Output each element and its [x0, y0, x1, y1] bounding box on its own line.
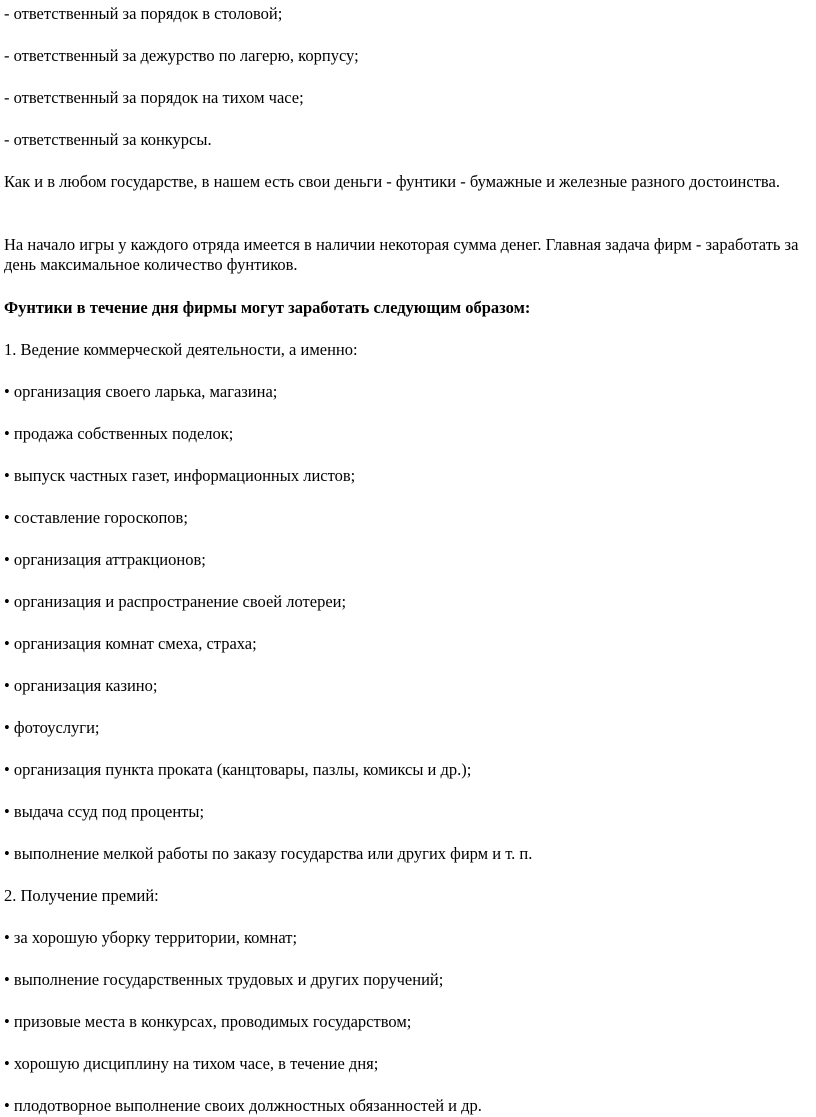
list-item: • продажа собственных поделок;: [4, 424, 234, 443]
role-line-quiet-hour: - ответственный за порядок на тихом часе;: [4, 88, 304, 107]
list-item: • организация и распространение своей лотереи;: [4, 592, 347, 611]
role-line-contests: - ответственный за конкурсы.: [4, 130, 212, 149]
list-item: • организация комнат смеха, страха;: [4, 634, 257, 653]
list-item: • за хорошую уборку территории, комнат;: [4, 928, 298, 947]
list-item: • организация аттракционов;: [4, 550, 206, 569]
list-item: • выполнение мелкой работы по заказу государства или других фирм и т. п.: [4, 844, 533, 863]
list-item: • составление гороскопов;: [4, 508, 188, 527]
earn-heading: Фунтики в течение дня фирмы могут заработать следующим образом:: [4, 298, 531, 317]
money-paragraph: Как и в любом государстве, в нашем есть свои деньги - фунтики - бумажные и железные разного достоинства.: [4, 172, 780, 191]
list-item: • организация пункта проката (канцтовары, пазлы, комиксы и др.);: [4, 760, 472, 779]
list-item: • организация своего ларька, магазина;: [4, 382, 278, 401]
list-item: • выпуск частных газет, информационных листов;: [4, 466, 356, 485]
list-item: • выполнение государственных трудовых и других поручений;: [4, 970, 444, 989]
list-item: • плодотворное выполнение своих должностных обязанностей и др.: [4, 1096, 482, 1115]
list-item: • организация казино;: [4, 676, 158, 695]
section2-title: 2. Получение премий:: [4, 886, 159, 905]
list-item: • призовые места в конкурсах, проводимых государством;: [4, 1012, 412, 1031]
section1-title: 1. Ведение коммерческой деятельности, а именно:: [4, 340, 358, 359]
list-item: • хорошую дисциплину на тихом часе, в течение дня;: [4, 1054, 379, 1073]
start-paragraph: На начало игры у каждого отряда имеется в наличии некоторая сумма денег. Главная задача фирм - заработать за день максимальное количество фунтиков.: [4, 235, 799, 274]
role-line-dining: - ответственный за порядок в столовой;: [4, 4, 283, 23]
list-item: • выдача ссуд под проценты;: [4, 802, 205, 821]
role-line-duty: - ответственный за дежурство по лагерю, корпусу;: [4, 46, 359, 65]
list-item: • фотоуслуги;: [4, 718, 100, 737]
